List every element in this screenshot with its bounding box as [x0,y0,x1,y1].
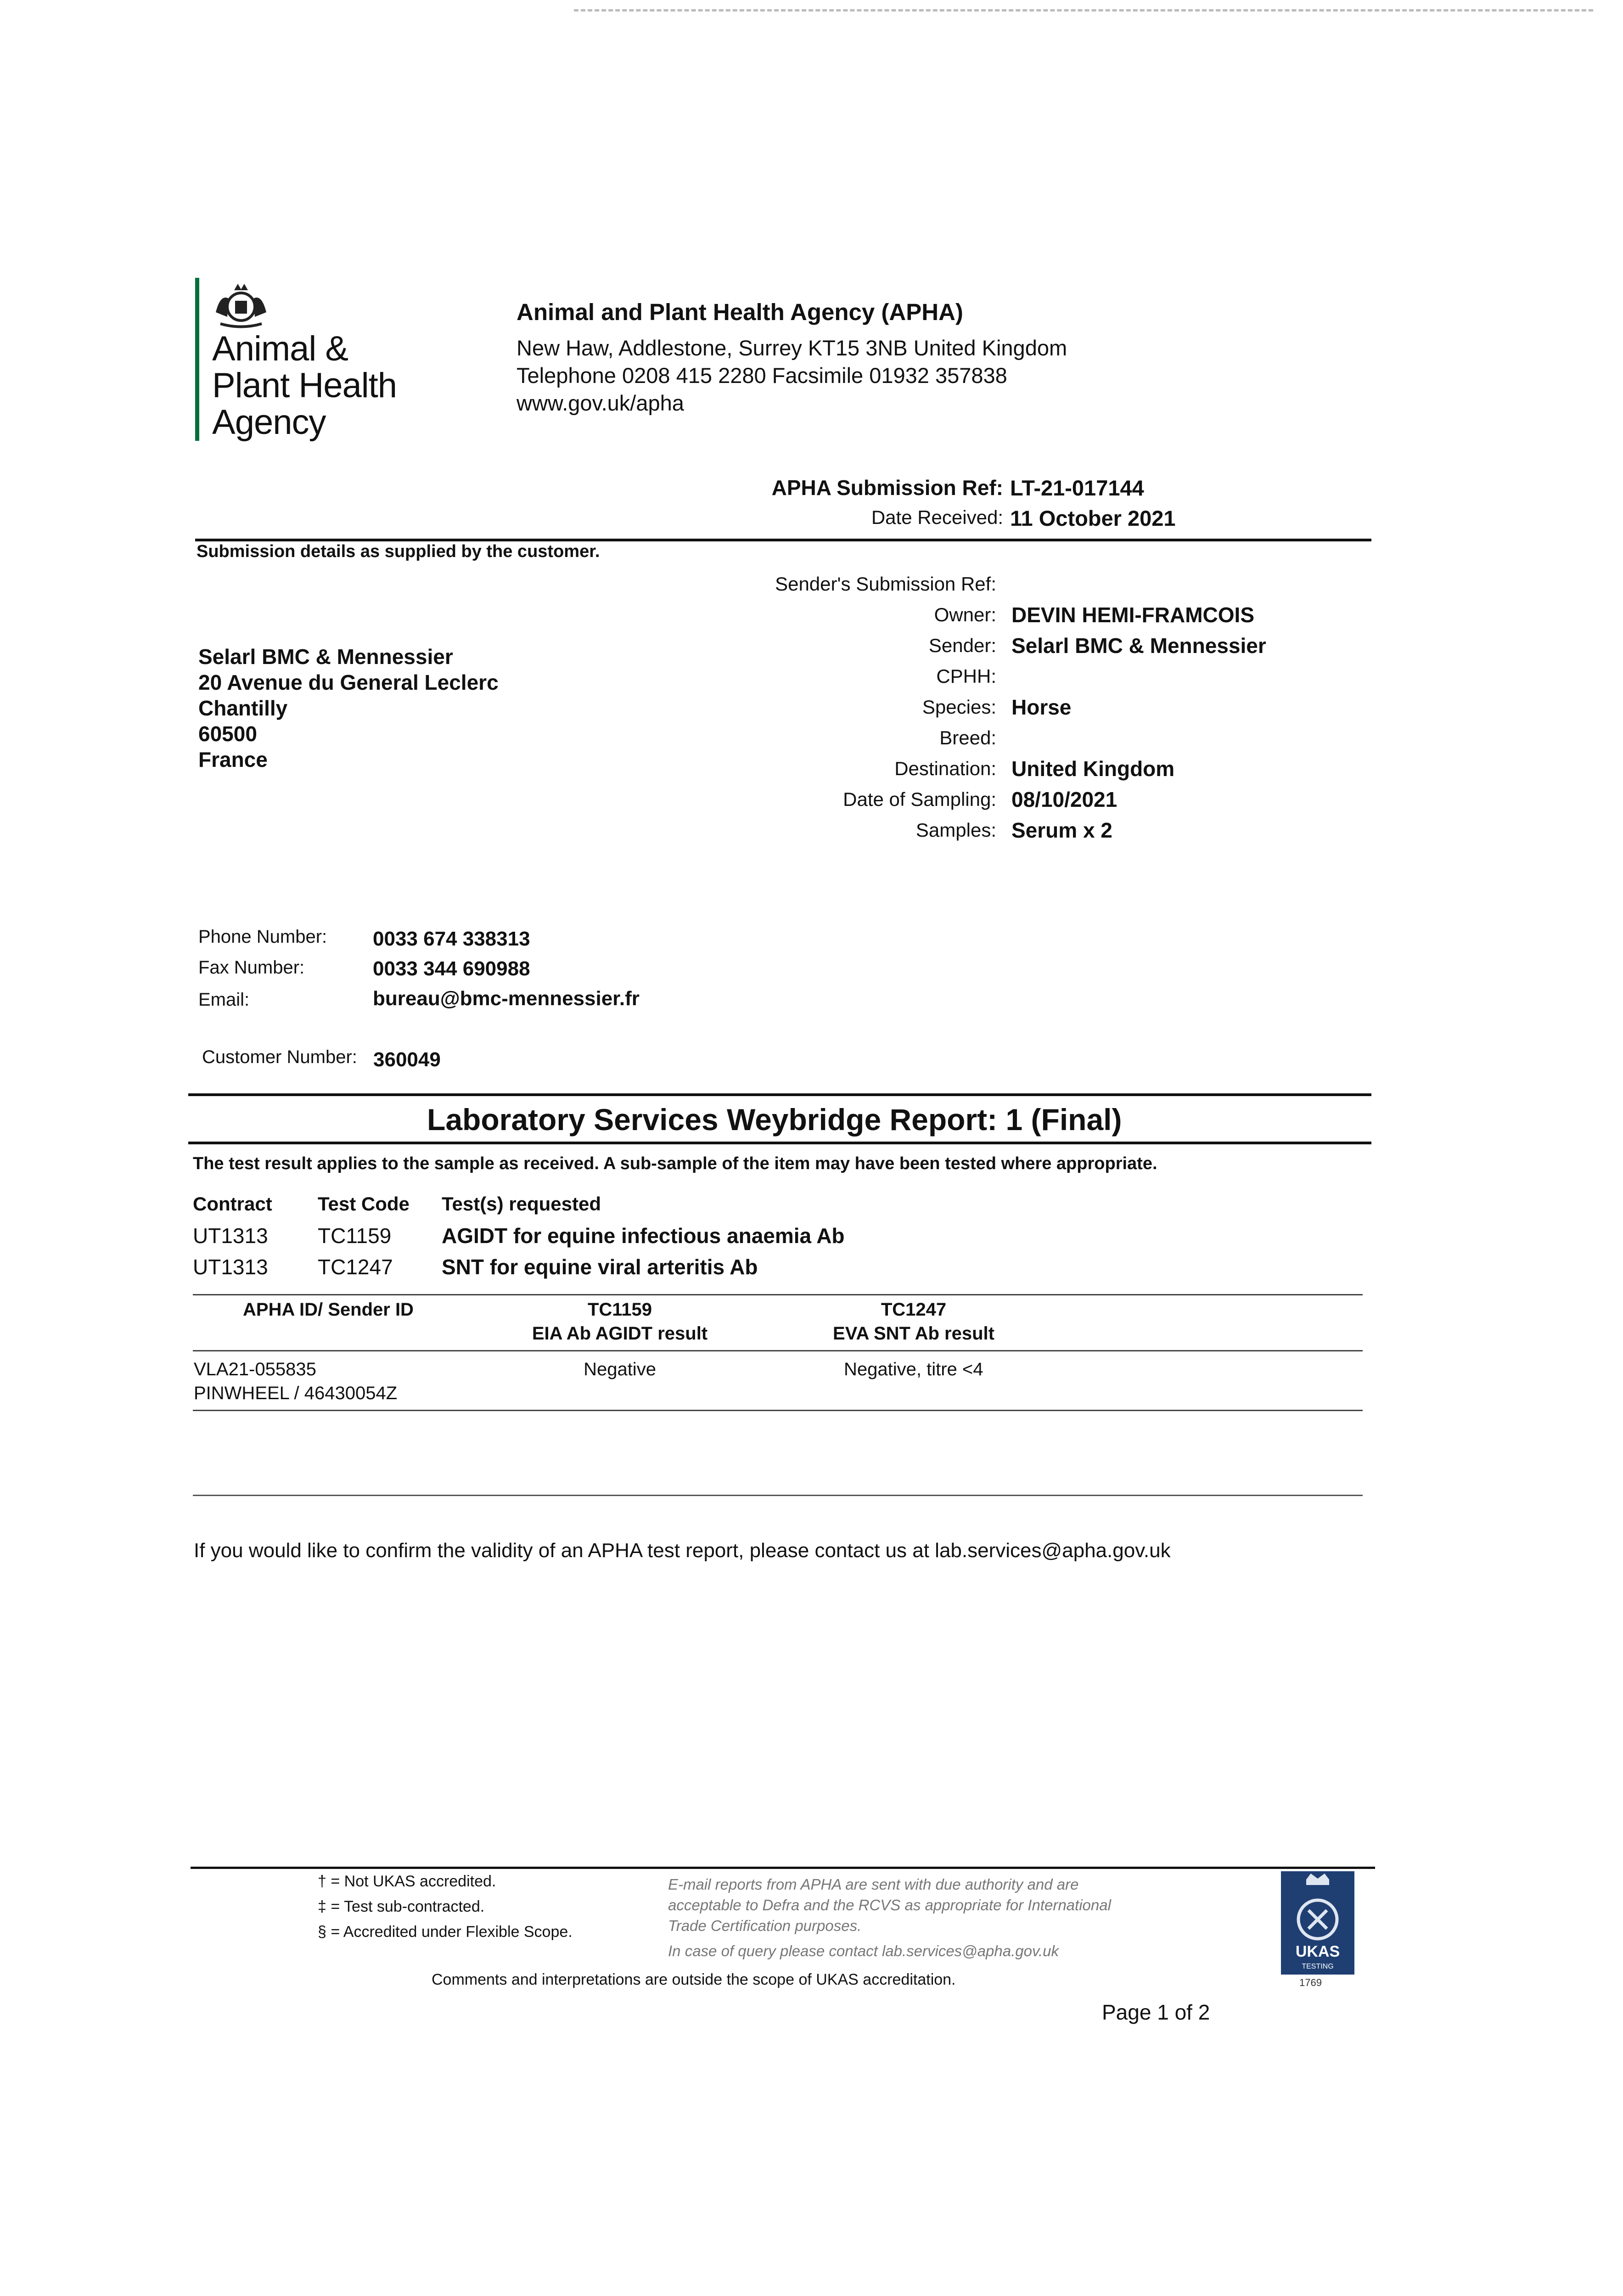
tests-requested-header: Test(s) requested [442,1193,601,1215]
test-row-code: TC1247 [318,1255,393,1279]
sender-label: Sender: [928,635,996,656]
species-value: Horse [1011,695,1072,719]
email-label: Email: [198,990,250,1010]
contract-header: Contract [193,1193,272,1215]
phone-label: Phone Number: [198,927,327,947]
phone-value: 0033 674 338313 [373,928,530,950]
col2-name-header: EVA SNT Ab result [833,1323,994,1344]
sender-submission-ref-label: Sender's Submission Ref: [775,573,996,595]
address-line: 60500 [198,722,257,746]
test-row-code: TC1159 [318,1224,392,1248]
sender-value: Selarl BMC & Mennessier [1011,634,1266,658]
agency-website[interactable]: www.gov.uk/apha [517,391,684,415]
ukas-number: 1769 [1299,1977,1322,1988]
col2-code-header: TC1247 [881,1300,947,1320]
id-header: APHA ID/ Sender ID [243,1300,414,1320]
destination-value: United Kingdom [1011,757,1175,781]
test-row-contract: UT1313 [193,1224,268,1248]
address-line: France [198,748,268,771]
eia-result: Negative [584,1359,656,1379]
customer-address [198,644,499,772]
report-note: The test result applies to the sample as received. A sub-sample of the item may have been tested where appropriate. [193,1154,1157,1173]
address-line: Chantilly [198,696,288,720]
date-of-sampling-value: 08/10/2021 [1011,788,1118,811]
samples-label: Samples: [915,819,996,841]
ukas-logo [1281,1871,1354,1975]
agency-phone: Telephone 0208 415 2280 Facsimile 01932 357838 [517,363,1007,388]
sender-id: PINWHEEL / 46430054Z [194,1383,398,1403]
cphh-label: CPHH: [936,665,996,687]
test-code-header: Test Code [318,1193,410,1215]
query-note: In case of query please contact lab.services@apha.gov.uk [668,1942,1059,1959]
supplied-note: Submission details as supplied by the customer. [197,542,600,561]
address-line: 20 Avenue du General Leclerc [198,670,499,694]
legend-sub-contracted: ‡ = Test sub-contracted. [318,1898,485,1915]
col1-name-header: EIA Ab AGIDT result [532,1323,708,1344]
customer-number-label: Customer Number: [202,1047,357,1067]
email-note-line: Trade Certification purposes. [668,1917,862,1934]
date-received-label: Date Received: [871,506,1003,528]
customer-number-value: 360049 [373,1048,441,1071]
results-rule-mid [193,1350,1363,1351]
date-of-sampling-label: Date of Sampling: [843,788,996,810]
logo-line-1: Animal & [212,329,348,368]
legend-not-accredited: † = Not UKAS accredited. [318,1873,496,1890]
fax-label: Fax Number: [198,957,305,978]
logo-line-3: Agency [212,403,326,442]
address-line: Selarl BMC & Mennessier [198,645,453,669]
results-rule-top [193,1294,1363,1295]
apha-id: VLA21-055835 [194,1359,316,1379]
report-title: Laboratory Services Weybridge Report: 1 (Final) [427,1103,1122,1137]
email-note-line: E-mail reports from APHA are sent with due authority and are [668,1876,1079,1893]
agency-name: Animal and Plant Health Agency (APHA) [517,299,963,325]
logo-line-2: Plant Health [212,366,397,405]
col1-code-header: TC1159 [587,1300,652,1320]
ukas-sub-label: TESTING [1302,1963,1334,1970]
owner-label: Owner: [934,604,996,625]
agency-logo-text [212,331,397,441]
test-row-name: SNT for equine viral arteritis Ab [442,1255,758,1279]
page-number: Page 1 of 2 [1102,2000,1210,2024]
submission-ref-value: LT-21-017144 [1010,476,1144,500]
fax-value: 0033 344 690988 [373,957,530,980]
logo-green-bar [195,278,199,441]
results-rule-bottom [193,1410,1363,1411]
email-value[interactable]: bureau@bmc-mennessier.fr [373,987,640,1010]
ukas-label: UKAS [1295,1943,1340,1960]
footer-rule [191,1867,1375,1869]
ukas-scope-note: Comments and interpretations are outside the scope of UKAS accreditation. [432,1971,956,1988]
report-rule-bottom [188,1142,1371,1144]
email-note-line: acceptable to Defra and the RCVS as appropriate for International [668,1896,1111,1913]
royal-crest-icon [211,280,271,331]
test-row-name: AGIDT for equine infectious anaemia Ab [442,1224,845,1248]
eva-result: Negative, titre <4 [844,1359,983,1379]
test-row-contract: UT1313 [193,1255,268,1279]
destination-label: Destination: [894,758,996,779]
results-rule-end [193,1495,1363,1496]
legend-flexible-scope: § = Accredited under Flexible Scope. [318,1923,573,1941]
breed-label: Breed: [939,727,996,748]
header-rule [195,539,1371,541]
samples-value: Serum x 2 [1011,818,1112,842]
date-received-value: 11 October 2021 [1010,506,1176,530]
validity-note: If you would like to confirm the validity of an APHA test report, please contact us at lab.services@apha.gov.uk [194,1539,1171,1562]
owner-value: DEVIN HEMI-FRAMCOIS [1011,603,1254,627]
report-rule-top [188,1093,1371,1096]
species-label: Species: [922,696,996,718]
submission-ref-label: APHA Submission Ref: [771,476,1003,500]
agency-address: New Haw, Addlestone, Surrey KT15 3NB United Kingdom [517,336,1067,360]
top-border-dash [574,9,1593,11]
